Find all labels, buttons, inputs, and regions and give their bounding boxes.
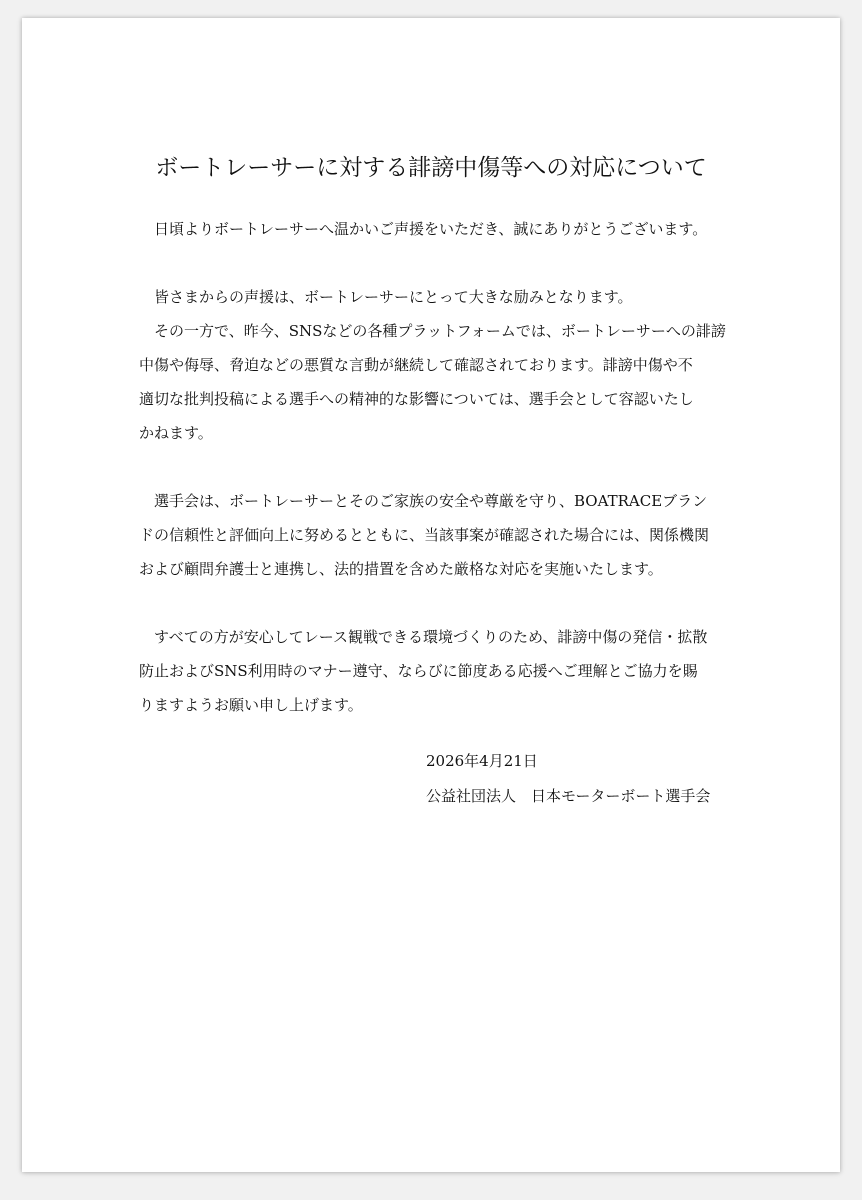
paragraph-line: すべての方が安心してレース観戦できる環境づくりのため、誹謗中傷の発信・拡散 — [139, 628, 708, 646]
paragraph-action — [139, 484, 739, 586]
paragraph-line: 日頃よりボートレーサーへ温かいご声援をいただき、誠にありがとうございます。 — [139, 220, 708, 238]
paragraph-line: および顧問弁護士と連携し、法的措置を含めた厳格な対応を実施いたします。 — [139, 560, 663, 578]
paragraph-line: その一方で、昨今、SNSなどの各種プラットフォームでは、ボートレーサーへの誹謗 — [139, 322, 726, 340]
paragraph-concern — [139, 280, 739, 450]
organization-name: 公益社団法人 日本モーターボート選手会 — [426, 787, 711, 805]
paragraph-greeting — [139, 212, 739, 246]
paragraph-line: 選手会は、ボートレーサーとそのご家族の安全や尊厳を守り、BOATRACEブラン — [139, 492, 708, 510]
paragraph-line: 適切な批判投稿による選手への精神的な影響については、選手会として容認いたし — [139, 390, 694, 408]
paragraph-line: ドの信頼性と評価向上に努めるとともに、当該事案が確認された場合には、関係機関 — [139, 526, 710, 544]
paragraph-request — [139, 620, 739, 722]
document-date: 2026年4月21日 — [426, 752, 538, 770]
paragraph-line: 中傷や侮辱、脅迫などの悪質な言動が継続して確認されております。誹謗中傷や不 — [139, 356, 693, 374]
document-body — [139, 212, 739, 756]
paragraph-line: 皆さまからの声援は、ボートレーサーにとって大きな励みとなります。 — [139, 288, 633, 306]
paragraph-line: りますようお願い申し上げます。 — [139, 696, 363, 714]
document-title: ボートレーサーに対する誹謗中傷等への対応について — [155, 155, 707, 181]
paragraph-line: 防止およびSNS利用時のマナー遵守、ならびに節度ある応援へご理解とご協力を賜 — [139, 662, 698, 680]
signature-block — [426, 744, 710, 814]
paragraph-line: かねます。 — [139, 424, 213, 442]
